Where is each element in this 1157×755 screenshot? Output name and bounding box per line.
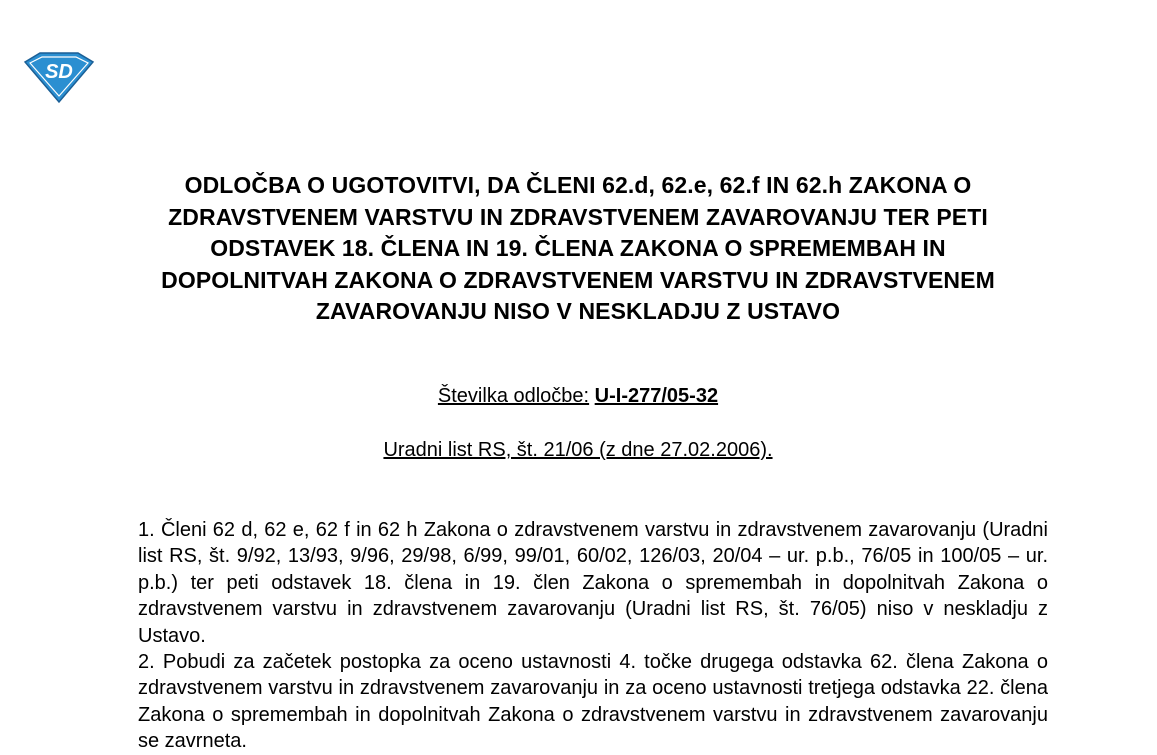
svg-text:SD: SD (45, 61, 73, 83)
paragraph-2: 2. Pobudi za začetek postopka za oceno ustavnosti 4. točke drugega odstavka 62. člena Zakona o zdravstvenem varstvu in zdravstvenem zavarovanju in za oceno ustavnosti tretjega odstavka 22. člena Zakona o spremembah in dopolnitvah Zakona o zdravstvenem varstvu in zdravstvenem zavarovanju se zavrneta. (138, 651, 1048, 753)
document-title: ODLOČBA O UGOTOVITVI, DA ČLENI 62.d, 62.e, 62.f IN 62.h ZAKONA O ZDRAVSTVENEM VARSTVU IN ZDRAVSTVENEM ZAVAROVANJU TER PETI ODSTAVEK 18. ČLENA IN 19. ČLENA ZAKONA O SPREMEMBAH IN DOPOLNITVAH ZAKONA O ZDRAVSTVENEM VARSTVU IN ZDRAVSTVENEM ZAVAROVANJU NISO V NESKLADJU Z USTAVO (161, 172, 995, 324)
decision-number-label: Številka odločbe: (437, 385, 590, 407)
sd-logo-icon (22, 50, 96, 104)
paragraph-1: 1. Členi 62 d, 62 e, 62 f in 62 h Zakona o zdravstvenem varstvu in zdravstvenem zavarovanju (Uradni list RS, št. 9/92, 13/93, 9/96, 29/98, 6/99, 99/01, 60/02, 126/03, 20/04 – ur. p.b., 76/05 in 100/05 – ur. p.b.) ter peti odstavek 18. člena in 19. člen Zakona o spremembah in dopolnitvah Zakona o zdravstvenem varstvu in zdravstvenem zavarovanju (Uradni list RS, št. 76/05) niso v neskladju z Ustavo. (138, 519, 1048, 647)
document-body (138, 517, 1048, 755)
gazette-text: Uradni list RS, št. 21/06 (z dne 27.02.2006). (383, 439, 773, 461)
decision-number-line (130, 383, 1026, 409)
official-gazette-reference (130, 437, 1026, 463)
decision-number: U-I-277/05-32 (594, 385, 719, 407)
